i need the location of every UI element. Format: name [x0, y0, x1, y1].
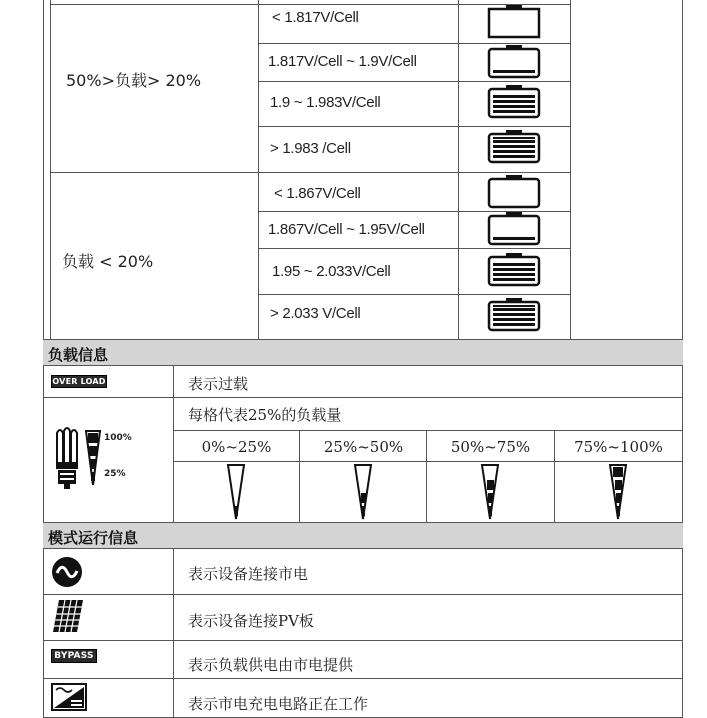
section-title: 负载信息: [48, 346, 109, 364]
bypass-badge: BYPASS: [51, 649, 97, 663]
condition-label: 负载 < 20%: [62, 252, 154, 271]
voltage-range: 1.95 ~ 2.033V/Cell: [272, 263, 391, 280]
battery-level-icon: [486, 174, 542, 210]
charger-icon: [51, 683, 87, 711]
overload-description: 表示过载: [188, 375, 249, 393]
load-icon-label-top: 100%: [104, 433, 132, 443]
voltage-range: > 1.983 /Cell: [270, 140, 351, 157]
battery-level-icon: [486, 297, 542, 333]
load-level-header: 50%~75%: [450, 438, 531, 456]
solar-panel-icon: [51, 598, 85, 634]
mode-description: 表示负载供电由市电提供: [188, 656, 354, 674]
load-segment-description: 每格代表25%的负载量: [188, 406, 342, 424]
load-icon-label-bottom: 25%: [104, 469, 126, 479]
mode-description: 表示市电充电电路正在工作: [188, 695, 369, 713]
voltage-range: < 1.867V/Cell: [274, 185, 361, 202]
battery-level-icon: [486, 252, 542, 288]
load-level-bar-icon: [480, 463, 500, 521]
load-level-bar-icon: [226, 463, 246, 521]
condition-label: 50%>负载> 20%: [66, 71, 202, 90]
battery-level-icon: [486, 211, 542, 247]
battery-level-icon: [486, 4, 542, 40]
load-bulb-icon: [50, 425, 84, 491]
ac-mains-icon: [51, 556, 83, 588]
voltage-range: > 2.033 V/Cell: [270, 305, 361, 322]
load-level-icon: [84, 429, 102, 487]
battery-level-icon: [486, 44, 542, 80]
overload-badge: OVER LOAD: [52, 377, 106, 386]
load-level-bar-icon: [353, 463, 373, 521]
load-level-bar-icon: [608, 463, 628, 521]
voltage-range: 1.867V/Cell ~ 1.95V/Cell: [268, 221, 425, 238]
voltage-range: < 1.817V/Cell: [272, 9, 359, 26]
section-header-load: [43, 340, 683, 366]
load-level-header: 75%~100%: [574, 438, 663, 456]
voltage-range: 1.9 ~ 1.983V/Cell: [270, 94, 381, 111]
mode-description: 表示设备连接PV板: [188, 612, 314, 630]
battery-level-icon: [486, 129, 542, 165]
load-level-header: 25%~50%: [323, 438, 404, 456]
load-level-header: 0%~25%: [201, 438, 272, 456]
voltage-range: 1.817V/Cell ~ 1.9V/Cell: [268, 53, 417, 70]
section-header-mode: [43, 523, 683, 549]
battery-level-icon: [486, 84, 542, 120]
section-title: 模式运行信息: [48, 529, 139, 547]
mode-description: 表示设备连接市电: [188, 565, 309, 583]
